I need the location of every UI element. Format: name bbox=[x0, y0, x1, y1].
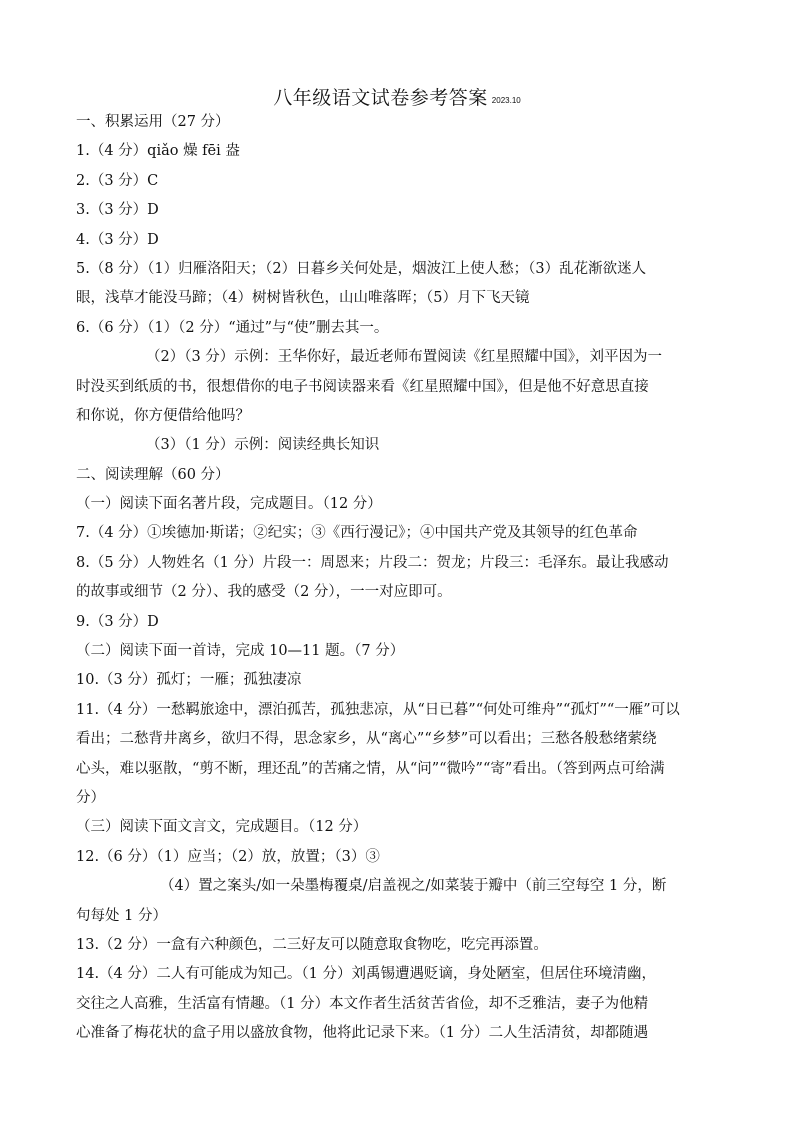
answer-line: 看出；二愁背井离乡，欲归不得，思念家乡，从“离心”“乡梦”可以看出；三愁各般愁绪萦绕 bbox=[76, 731, 657, 748]
answer-line: 分） bbox=[76, 789, 105, 806]
answer-line: （3）（1 分）示例：阅读经典长知识 bbox=[146, 437, 380, 454]
answer-line: 眼，浅草才能没马蹄；（4）树树皆秋色，山山唯落晖；（5）月下飞天镜 bbox=[76, 290, 530, 307]
answer-line: （二）阅读下面一首诗，完成 10—11 题。（7 分） bbox=[76, 643, 405, 660]
answer-line: 10.（3 分）孤灯；一雁；孤独凄凉 bbox=[76, 672, 302, 689]
answer-line: 12.（6 分）（1）应当；（2）放，放置；（3）③ bbox=[76, 848, 380, 865]
answer-line: （2）（3 分）示例：王华你好，最近老师布置阅读《红星照耀中国》，刘平因为一 bbox=[146, 349, 663, 366]
answer-line: 2.（3 分）C bbox=[76, 172, 159, 189]
answer-line: 13.（2 分）一盒有六种颜色，二三好友可以随意取食物吃，吃完再添置。 bbox=[76, 936, 548, 953]
title-row bbox=[0, 83, 794, 110]
answer-body bbox=[76, 108, 722, 1049]
answer-line: 句每处 1 分） bbox=[76, 907, 167, 924]
answer-line: 心头，难以驱散，“剪不断，理还乱”的苦痛之情，从“问”“微吟”“寄”看出。（答到两点可给满 bbox=[76, 760, 665, 777]
answer-line: 11.（4 分）一愁羁旅途中，漂泊孤苦，孤独悲凉，从“日已暮”“何处可维舟”“孤灯”“一雁”可以 bbox=[76, 701, 680, 718]
answer-line: 9.（3 分）D bbox=[76, 613, 159, 630]
answer-line: 和你说，你方便借给他吗？ bbox=[76, 407, 250, 424]
answer-line: 交往之人高雅，生活富有情趣。（1 分）本文作者生活贫苦省俭，却不乏雅洁，妻子为他精 bbox=[76, 995, 649, 1012]
answer-line: 时没买到纸质的书，很想借你的电子书阅读器来看《红星照耀中国》，但是他不好意思直接 bbox=[76, 378, 649, 395]
answer-line: 的故事或细节（2 分）、我的感受（2 分），一一对应即可。 bbox=[76, 584, 452, 601]
answer-line: 6.（6 分）（1）（2 分）“通过”与“使”删去其一。 bbox=[76, 319, 389, 336]
answer-line: 二、阅读理解（60 分） bbox=[76, 466, 230, 483]
answer-line: 4.（3 分）D bbox=[76, 231, 159, 248]
exam-date: 2023.10 bbox=[491, 96, 521, 105]
answer-line: 5.（8 分）（1）归雁洛阳天；（2）日暮乡关何处是，烟波江上使人愁；（3）乱花渐欲迷人 bbox=[76, 260, 647, 277]
answer-line: 7.（4 分）①埃德加·斯诺；②纪实；③《西行漫记》；④中国共产党及其领导的红色革命 bbox=[76, 525, 638, 542]
answer-line: 一、积累运用（27 分） bbox=[76, 114, 230, 130]
answer-line: 14.（4 分）二人有可能成为知己。（1 分）刘禹锡遭遇贬谪，身处陋室，但居住环境清幽， bbox=[76, 966, 656, 983]
answer-line: 8.（5 分）人物姓名（1 分）片段一：周恩来；片段二：贺龙；片段三：毛泽东。最让我感动 bbox=[76, 554, 669, 571]
answer-line: 1.（4 分）qiǎo 燥 fēi 盎 bbox=[76, 143, 240, 160]
answer-line: （三）阅读下面文言文，完成题目。（12 分） bbox=[76, 819, 368, 836]
answer-line: （一）阅读下面名著片段，完成题目。（12 分） bbox=[76, 496, 382, 513]
answer-line: 心准备了梅花状的盒子用以盛放食物，他将此记录下来。（1 分）二人生活清贫，却都随遇 bbox=[76, 1025, 649, 1042]
page-title: 八年级语文试卷参考答案 bbox=[273, 87, 488, 109]
answer-line: 3.（3 分）D bbox=[76, 202, 159, 219]
answer-line: （4）置之案头/如一朵墨梅覆桌/启盖视之/如菜装于瓣中（前三空每空 1 分，断 bbox=[160, 878, 667, 895]
